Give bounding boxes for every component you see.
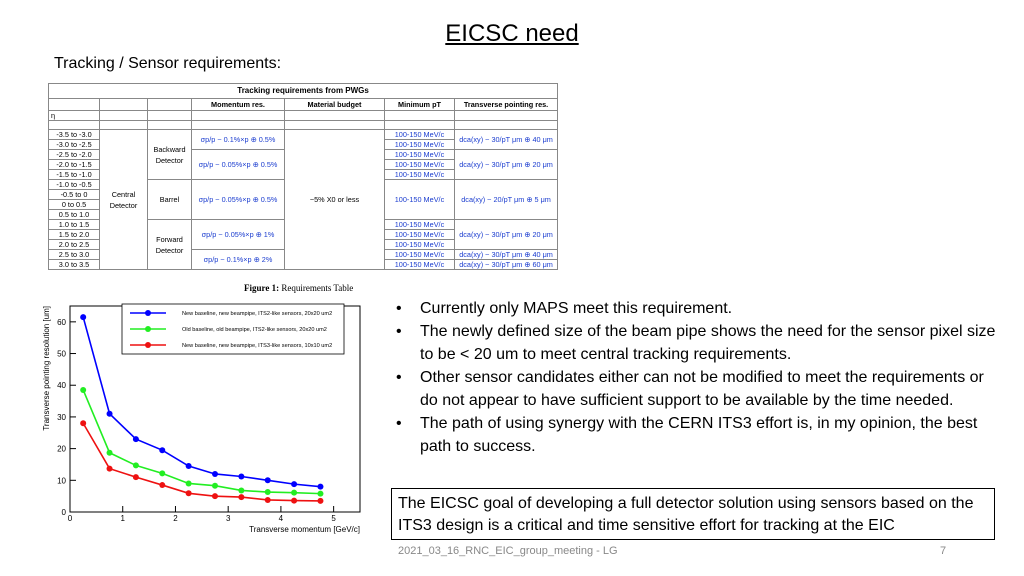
table-row: 2.0 to 2.5 [49, 240, 100, 250]
data-point [238, 474, 244, 480]
pointing-cell: dca(xy) ~ 30/pT μm ⊕ 20 μm [455, 220, 558, 250]
min-pt-cell: 100-150 MeV/c [385, 180, 455, 220]
x-tick-label: 3 [225, 514, 231, 523]
pointing-cell: dca(xy) ~ 20/pT μm ⊕ 5 μm [455, 180, 558, 220]
x-tick-label: 4 [278, 514, 284, 523]
min-pt-cell: 100-150 MeV/c [385, 250, 455, 260]
y-tick-label: 60 [57, 317, 66, 327]
table-row: -2.5 to -2.0 [49, 150, 100, 160]
table-row: 0.5 to 1.0 [49, 210, 100, 220]
bullet-dot: • [396, 369, 402, 386]
bullet-item [396, 320, 996, 366]
data-point [80, 420, 86, 426]
data-point [317, 484, 323, 490]
data-point [212, 493, 218, 499]
data-point [238, 494, 244, 500]
table-row: -2.0 to -1.5 [49, 160, 100, 170]
table-row: -3.5 to -3.0 [49, 130, 100, 140]
data-point [133, 436, 139, 442]
page-number: 7 [940, 545, 947, 557]
pointing-cell: dca(xy) ~ 30/pT μm ⊕ 40 μm [455, 250, 558, 260]
min-pt-cell: 100-150 MeV/c [385, 160, 455, 170]
min-pt-cell: 100-150 MeV/c [385, 240, 455, 250]
min-pt-cell: 100-150 MeV/c [385, 230, 455, 240]
table-row: 3.0 to 3.5 [49, 260, 100, 270]
backward-detector-label: Backward Detector [148, 130, 192, 180]
bullet-dot: • [396, 323, 402, 340]
bullet-item [396, 366, 996, 412]
data-point [265, 497, 271, 503]
col-header-pointing: Transverse pointing res. [455, 99, 558, 111]
slide-footer: 2021_03_16_RNC_EIC_group_meeting - LG [398, 545, 618, 557]
bullet-list [396, 297, 996, 458]
y-tick-label: 0 [61, 508, 66, 517]
table-row: -3.0 to -2.5 [49, 140, 100, 150]
data-point [265, 489, 271, 495]
data-point [159, 470, 165, 476]
bullet-item [396, 297, 996, 320]
table-row: 2.5 to 3.0 [49, 250, 100, 260]
mom-res-cell: σp/p ~ 0.05%×p ⊕ 1% [192, 220, 285, 250]
data-point [80, 387, 86, 393]
data-point [212, 483, 218, 489]
data-point [186, 490, 192, 496]
table-row: 0 to 0.5 [49, 200, 100, 210]
table-caption [244, 283, 353, 293]
table-row: -0.5 to 0 [49, 190, 100, 200]
min-pt-cell: 100-150 MeV/c [385, 220, 455, 230]
data-point [133, 462, 139, 468]
mom-res-cell: σp/p ~ 0.1%×p ⊕ 0.5% [192, 130, 285, 150]
conclusion-box: The EICSC goal of developing a full detector solution using sensors based on the ITS3 design is a critical and time sensitive effort for tracking at the EIC [391, 488, 995, 540]
pointing-cell: dca(xy) ~ 30/pT μm ⊕ 40 μm [455, 130, 558, 150]
data-point [291, 490, 297, 496]
caption-text: Requirements Table [281, 283, 354, 293]
y-tick-label: 10 [57, 476, 66, 486]
table-row: -1.0 to -0.5 [49, 180, 100, 190]
x-tick-label: 2 [173, 514, 178, 523]
x-axis-label: Transverse momentum [GeV/c] [249, 525, 360, 534]
caption-label: Figure 1: [244, 283, 280, 293]
min-pt-cell: 100-150 MeV/c [385, 170, 455, 180]
bullet-text: Other sensor candidates either can not be modified to meet the requirements or do not appear to have sufficient support to be available by the time needed. [420, 369, 984, 409]
bullet-text: The path of using synergy with the CERN ITS3 effort is, in my opinion, the best path to success. [420, 415, 978, 455]
y-tick-label: 40 [57, 381, 66, 391]
mom-res-cell: σp/p ~ 0.05%×p ⊕ 0.5% [192, 150, 285, 180]
data-point [317, 491, 323, 497]
barrel-label: Barrel [148, 180, 192, 220]
pointing-resolution-chart [40, 298, 370, 534]
data-point [186, 463, 192, 469]
legend-marker [145, 326, 151, 332]
eta-header: η [49, 111, 100, 121]
y-tick-label: 20 [57, 444, 66, 454]
data-point [107, 466, 113, 472]
mom-res-cell: σp/p ~ 0.05%×p ⊕ 0.5% [192, 180, 285, 220]
data-point [159, 447, 165, 453]
requirements-table [48, 83, 558, 270]
slide-subtitle: Tracking / Sensor requirements: [54, 55, 282, 72]
col-header-min-pt: Minimum pT [385, 99, 455, 111]
y-tick-label: 50 [57, 349, 66, 359]
data-point [212, 471, 218, 477]
legend-label: New baseline, new beampipe, ITS3-like sensors, 10x10 um2 [182, 343, 333, 349]
data-point [291, 481, 297, 487]
forward-detector-label: Forward Detector [148, 220, 192, 270]
table-title: Tracking requirements from PWGs [49, 84, 558, 99]
pointing-cell: dca(xy) ~ 30/pT μm ⊕ 20 μm [455, 150, 558, 180]
mom-res-cell: σp/p ~ 0.1%×p ⊕ 2% [192, 250, 285, 270]
bullet-dot: • [396, 415, 402, 432]
col-header-material: Material budget [285, 99, 385, 111]
min-pt-cell: 100-150 MeV/c [385, 130, 455, 140]
data-point [317, 498, 323, 504]
data-point [159, 482, 165, 488]
data-point [186, 480, 192, 486]
data-point [291, 498, 297, 504]
min-pt-cell: 100-150 MeV/c [385, 140, 455, 150]
min-pt-cell: 100-150 MeV/c [385, 260, 455, 270]
x-tick-label: 0 [67, 514, 73, 523]
data-point [107, 450, 113, 456]
data-point [80, 314, 86, 320]
series-line [83, 390, 320, 494]
slide-title: EICSC need [445, 20, 579, 47]
data-point [133, 474, 139, 480]
x-tick-label: 1 [120, 514, 125, 523]
table-row: 1.0 to 1.5 [49, 220, 100, 230]
legend-marker [145, 310, 151, 316]
material-budget-cell: ~5% X0 or less [285, 130, 385, 270]
data-point [238, 487, 244, 493]
x-tick-label: 5 [331, 514, 336, 523]
legend-label: Old baseline, old beampipe, ITS2-like sensors, 20x20 um2 [182, 327, 327, 333]
y-tick-label: 30 [57, 412, 66, 422]
legend-label: New baseline, new beampipe, ITS2-like sensors, 20x20 um2 [182, 311, 333, 317]
y-axis-label: Transverse pointing resolution [um] [42, 306, 51, 431]
series-line [83, 423, 320, 501]
table-row: -1.5 to -1.0 [49, 170, 100, 180]
data-point [265, 477, 271, 483]
bullet-dot: • [396, 300, 402, 317]
pointing-cell: dca(xy) ~ 30/pT μm ⊕ 60 μm [455, 260, 558, 270]
data-point [107, 411, 113, 417]
bullet-text: The newly defined size of the beam pipe shows the need for the sensor pixel size to be < 20 um to meet central tracking requirements. [420, 323, 996, 363]
min-pt-cell: 100-150 MeV/c [385, 150, 455, 160]
col-header-momentum: Momentum res. [192, 99, 285, 111]
bullet-text: Currently only MAPS meet this requirement. [420, 300, 733, 317]
legend-marker [145, 342, 151, 348]
table-row: 1.5 to 2.0 [49, 230, 100, 240]
bullet-item [396, 412, 996, 458]
central-detector-label: Central Detector [100, 130, 148, 270]
